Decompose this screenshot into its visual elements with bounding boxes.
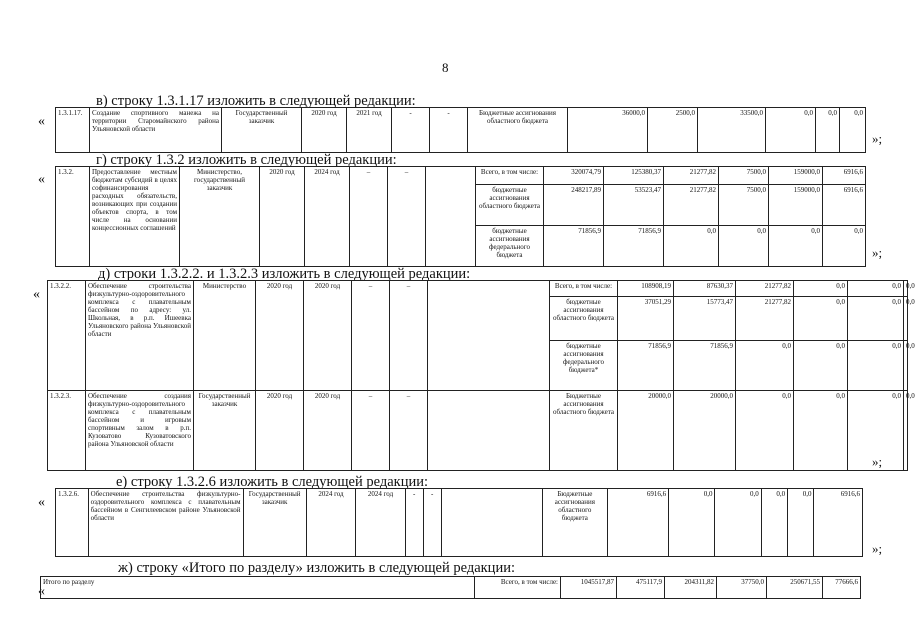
row-source: Всего, в том числе: bbox=[550, 281, 618, 297]
row-d1: – bbox=[352, 391, 390, 471]
value-2022: 7500,0 bbox=[719, 167, 769, 185]
value-total: 6916,6 bbox=[608, 489, 669, 557]
row-start: 2020 год bbox=[260, 167, 305, 267]
row-code: 1.3.2.2. bbox=[48, 281, 86, 391]
row-source: бюджетные ассигнования областного бюджета bbox=[476, 185, 544, 226]
value-2020: 475117,9 bbox=[617, 577, 665, 599]
value-2024: 0,0 bbox=[904, 297, 908, 341]
row-code: 1.3.2.3. bbox=[48, 391, 86, 471]
value-2022: 7500,0 bbox=[719, 185, 769, 226]
value-2024: 0,0 bbox=[904, 391, 908, 471]
row-start: 2024 год bbox=[306, 489, 356, 557]
row-end: 2020 год bbox=[304, 281, 352, 391]
row-d2: – bbox=[390, 391, 428, 471]
value-2021: 21277,82 bbox=[664, 167, 719, 185]
row-d2: – bbox=[388, 167, 426, 267]
value-total: 248217,89 bbox=[544, 185, 604, 226]
close-quote: »; bbox=[872, 541, 883, 556]
value-total: 37051,29 bbox=[618, 297, 674, 341]
value-2023: 0,0 bbox=[848, 341, 904, 391]
table-row-1-3-1-17 bbox=[55, 107, 896, 153]
value-2023: 250671,55 bbox=[767, 577, 823, 599]
row-d2: - bbox=[430, 108, 468, 153]
value-2024: 6916,6 bbox=[823, 167, 866, 185]
close-quote: »; bbox=[872, 245, 883, 260]
value-2022: 0,0 bbox=[794, 341, 848, 391]
value-2023: 0,0 bbox=[816, 108, 840, 153]
value-2021: 21277,82 bbox=[736, 297, 794, 341]
open-quote: « bbox=[38, 584, 45, 599]
value-2020: 15773,47 bbox=[674, 297, 736, 341]
value-2022: 0,0 bbox=[794, 281, 848, 297]
value-2023: 159000,0 bbox=[769, 167, 823, 185]
value-total: 1045517,87 bbox=[561, 577, 617, 599]
value-2024: 0,0 bbox=[904, 341, 908, 391]
row-executor: Государственный заказчик bbox=[243, 489, 306, 557]
row-source: Бюджетные ассигнования областного бюджета bbox=[550, 391, 618, 471]
value-2021: 0,0 bbox=[664, 226, 719, 267]
value-2021: 0,0 bbox=[736, 341, 794, 391]
value-2022: 0,0 bbox=[794, 297, 848, 341]
value-2024: 0,0 bbox=[840, 108, 866, 153]
row-source: Всего, в том числе: bbox=[475, 577, 561, 599]
value-2024: 77666,6 bbox=[823, 577, 861, 599]
heading-zh: ж) строку «Итого по разделу» изложить в следующей редакции: bbox=[118, 560, 515, 576]
value-total: 71856,9 bbox=[618, 341, 674, 391]
open-quote: « bbox=[38, 172, 45, 187]
row-name: Итого по разделу bbox=[41, 577, 475, 599]
row-d2: – bbox=[390, 281, 428, 391]
row-source: бюджетные ассигнования областного бюджета bbox=[550, 297, 618, 341]
heading-g: г) строку 1.3.2 изложить в следующей редакции: bbox=[96, 152, 397, 168]
row-d2: - bbox=[423, 489, 441, 557]
open-quote: « bbox=[38, 114, 45, 129]
table-row-1-3-2-6 bbox=[55, 488, 863, 557]
close-quote: »; bbox=[872, 454, 883, 469]
row-d1: – bbox=[352, 281, 390, 391]
value-2024: 6916,6 bbox=[823, 185, 866, 226]
value-2022: 0,0 bbox=[766, 108, 816, 153]
row-executor: Министерство, государственный заказчик bbox=[180, 167, 260, 267]
value-2020: 71856,9 bbox=[674, 341, 736, 391]
row-source: Бюджетные ассигнования областного бюджета bbox=[542, 489, 607, 557]
open-quote: « bbox=[38, 495, 45, 510]
row-name: Обеспечение строительства физкультурно-оздоровительного комплекса с плавательным бассейном в Сенгилеевском районе Ульяновской области bbox=[88, 489, 243, 557]
row-end: 2024 год bbox=[356, 489, 406, 557]
row-d1: - bbox=[392, 108, 430, 153]
value-2020: 20000,0 bbox=[674, 391, 736, 471]
value-2021: 0,0 bbox=[736, 391, 794, 471]
page-number: 8 bbox=[442, 60, 449, 75]
value-2021: 21277,82 bbox=[736, 281, 794, 297]
heading-d: д) строки 1.3.2.2. и 1.3.2.3 изложить в следующей редакции: bbox=[98, 266, 471, 282]
row-d1: – bbox=[350, 167, 388, 267]
value-total: 320074,79 bbox=[544, 167, 604, 185]
value-2020: 125380,37 bbox=[604, 167, 664, 185]
value-2020: 53523,47 bbox=[604, 185, 664, 226]
row-end: 2020 год bbox=[304, 391, 352, 471]
row-source: Бюджетные ассигнования областного бюджета bbox=[468, 108, 568, 153]
row-end: 2024 год bbox=[305, 167, 350, 267]
heading-v: в) строку 1.3.1.17 изложить в следующей редакции: bbox=[96, 93, 416, 109]
value-2024: 0,0 bbox=[904, 281, 908, 297]
value-2023: 0,0 bbox=[769, 226, 823, 267]
value-2021: 21277,82 bbox=[664, 185, 719, 226]
value-2020: 0,0 bbox=[669, 489, 715, 557]
value-2022: 37750,0 bbox=[717, 577, 767, 599]
value-2023: 0,0 bbox=[848, 297, 904, 341]
open-quote: « bbox=[33, 287, 40, 302]
value-2021: 33500,0 bbox=[698, 108, 766, 153]
row-code: 1.3.2.6. bbox=[56, 489, 89, 557]
value-2020: 87630,37 bbox=[674, 281, 736, 297]
row-code: 1.3.1.17. bbox=[56, 108, 90, 153]
value-total: 20000,0 bbox=[618, 391, 674, 471]
row-name: Создание спортивного манежа на территории Старомайнского района Ульяновской области bbox=[90, 108, 222, 153]
value-2023: 0,0 bbox=[848, 281, 904, 297]
value-2023: 0,0 bbox=[848, 391, 904, 471]
value-total: 108908,19 bbox=[618, 281, 674, 297]
value-2023: 159000,0 bbox=[769, 185, 823, 226]
value-2022: 0,0 bbox=[794, 391, 848, 471]
row-executor: Министерство bbox=[194, 281, 256, 391]
value-2021: 0,0 bbox=[715, 489, 761, 557]
value-2024: 6916,6 bbox=[814, 489, 863, 557]
value-2022: 0,0 bbox=[761, 489, 787, 557]
value-2020: 71856,9 bbox=[604, 226, 664, 267]
table-row-1-3-2 bbox=[55, 166, 866, 267]
row-name: Предоставление местным бюджетам субсидий в целях софинансирования расходных обязательств, возникающих при создании объектов спорта, в том числе на основании концессионных соглашений bbox=[90, 167, 180, 267]
value-total: 36000,0 bbox=[568, 108, 648, 153]
row-start: 2020 год bbox=[256, 391, 304, 471]
value-total: 71856,9 bbox=[544, 226, 604, 267]
value-2022: 0,0 bbox=[719, 226, 769, 267]
row-start: 2020 год bbox=[256, 281, 304, 391]
row-executor: Государственный заказчик bbox=[222, 108, 302, 153]
table-row-total bbox=[40, 576, 861, 599]
table-rows-1-3-2-2-and-1-3-2-3 bbox=[47, 280, 915, 471]
row-name: Обеспечение создания физкультурно-оздоровительного комплекса с плавательным бассейном и игровым спортивным залом в р.п. Кузоватово Кузоватовского района Ульяновской области bbox=[86, 391, 194, 471]
row-source: бюджетные ассигнования федерального бюджета* bbox=[550, 341, 618, 391]
value-2024: 0,0 bbox=[823, 226, 866, 267]
row-d1: - bbox=[405, 489, 423, 557]
row-executor: Государственный заказчик bbox=[194, 391, 256, 471]
heading-e: е) строку 1.3.2.6 изложить в следующей редакции: bbox=[116, 474, 429, 490]
value-2021: 204311,82 bbox=[665, 577, 717, 599]
row-source: Всего, в том числе: bbox=[476, 167, 544, 185]
row-end: 2021 год bbox=[347, 108, 392, 153]
row-source: бюджетные ассигнования федерального бюджета bbox=[476, 226, 544, 267]
close-quote: »; bbox=[872, 131, 883, 146]
value-2020: 2500,0 bbox=[648, 108, 698, 153]
row-name: Обеспечение строительства физкультурно-оздоровительного комплекса с плавательным бассейном по адресу: ул. Школьная, в р.п. Ишеевка Ульяновского района Ульяновской области bbox=[86, 281, 194, 391]
row-start: 2020 год bbox=[302, 108, 347, 153]
row-code: 1.3.2. bbox=[56, 167, 90, 267]
value-2023: 0,0 bbox=[788, 489, 814, 557]
